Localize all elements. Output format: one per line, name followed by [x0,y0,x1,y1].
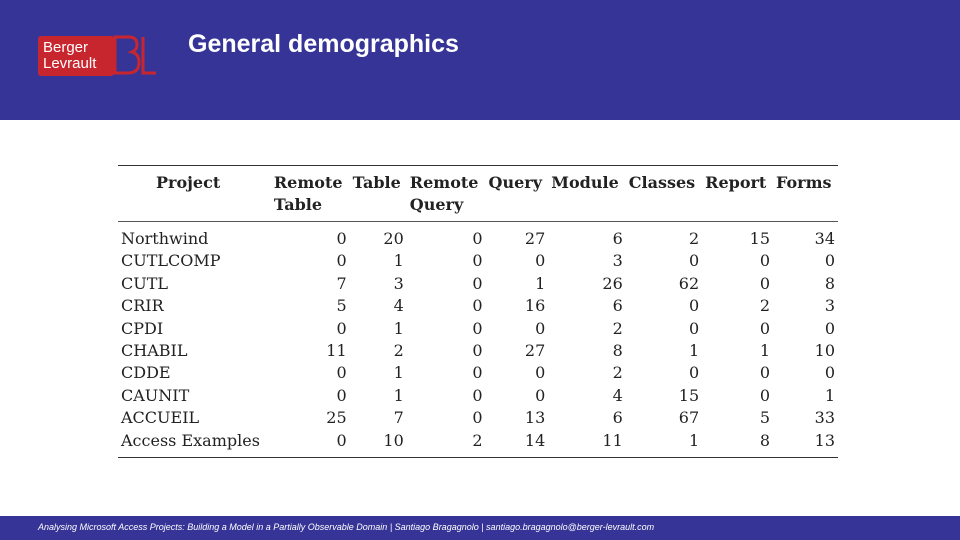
count-cell: 0 [759,251,770,271]
count-cell: 0 [336,251,347,271]
project-name-cell: ACCUEIL [121,408,200,428]
count-cell: 0 [688,296,700,316]
count-cell: 0 [535,363,546,383]
count-cell: 1 [824,385,835,405]
footer-citation: Analysing Microsoft Access Projects: Building a Model in a Partially Observable Domain | Santiago Bragagnolo | santiago.bragagnolo@berger-levrault.com [38,522,655,532]
column-header [118,166,271,222]
column-header [548,166,626,222]
count-cell: 8 [824,273,835,293]
count-cell: 2 [612,363,623,383]
column-header-label: Query [409,195,464,214]
column-header-label: Table [352,173,401,192]
count-cell: 0 [824,318,835,338]
table-row [118,222,838,251]
count-cell: 33 [814,408,835,428]
project-name-cell: CUTLCOMP [121,251,221,271]
count-cell: 10 [383,430,404,450]
count-cell: 3 [393,273,404,293]
table-header [118,166,838,222]
project-name-cell: CHABIL [121,341,188,361]
count-cell: 1 [535,273,546,293]
count-cell: 15 [749,229,770,248]
count-cell: 1 [759,341,770,361]
count-cell: 20 [383,229,404,248]
count-cell: 0 [472,363,483,383]
count-cell: 1 [688,341,700,361]
table-row [118,340,838,362]
count-cell: 0 [535,318,546,338]
column-header [773,166,838,222]
count-cell: 0 [336,430,347,450]
count-cell: 0 [336,363,347,383]
count-cell: 4 [612,385,623,405]
count-cell: 26 [602,273,623,293]
count-cell: 0 [472,251,483,271]
count-cell: 11 [326,341,347,361]
logo-line-1: Berger [43,39,89,56]
count-cell: 0 [688,318,700,338]
column-header-label: Project [156,173,221,192]
count-cell: 2 [688,229,700,248]
count-cell: 67 [678,408,700,428]
count-cell: 27 [524,229,546,248]
count-cell: 0 [336,229,347,248]
count-cell: 11 [602,430,623,450]
count-cell: 13 [814,430,835,450]
count-cell: 0 [759,363,770,383]
column-header [702,166,773,222]
column-header-label: Module [551,173,619,192]
column-header-label: Remote [409,173,479,192]
count-cell: 0 [472,385,483,405]
count-cell: 0 [688,363,700,383]
table-row [118,407,838,429]
project-name-cell: CDDE [121,363,171,383]
count-cell: 1 [393,385,404,405]
count-cell: 27 [524,341,546,361]
count-cell: 2 [759,296,770,316]
project-name-cell: CPDI [121,318,164,338]
count-cell: 14 [524,430,546,450]
logo-line-2: Levrault [43,55,97,72]
count-cell: 0 [688,251,700,271]
column-header [271,166,350,222]
count-cell: 0 [535,251,546,271]
count-cell: 3 [824,296,835,316]
count-cell: 6 [612,408,623,428]
demographics-table [118,165,838,458]
table-header-row [118,166,838,222]
table-row [118,250,838,272]
count-cell: 0 [472,318,483,338]
column-header-label: Classes [628,173,696,192]
table-body [118,222,838,458]
count-cell: 0 [336,385,347,405]
logo-bl-mark-icon [112,34,158,76]
column-header [407,166,486,222]
project-name-cell: CRIR [121,296,164,316]
column-header-label: Table [273,195,323,214]
count-cell: 0 [472,296,483,316]
count-cell: 0 [759,385,770,405]
count-cell: 2 [612,318,623,338]
count-cell: 3 [612,251,623,271]
count-cell: 2 [393,341,404,361]
table-row [118,362,838,384]
count-cell: 5 [759,408,770,428]
count-cell: 1 [393,363,404,383]
column-header-label: Remote [273,173,343,192]
column-header [350,166,407,222]
count-cell: 5 [336,296,347,316]
count-cell: 62 [678,273,700,293]
count-cell: 0 [472,341,483,361]
count-cell: 0 [759,273,770,293]
count-cell: 34 [814,229,835,248]
count-cell: 1 [688,430,700,450]
count-cell: 7 [336,273,347,293]
count-cell: 7 [393,408,404,428]
header-bar [0,0,960,120]
column-header-label: Forms [776,173,832,192]
berger-levrault-logo [38,36,158,76]
count-cell: 15 [678,385,700,405]
column-header-label: Query [488,173,543,192]
count-cell: 0 [759,318,770,338]
count-cell: 0 [336,318,347,338]
count-cell: 4 [393,296,404,316]
count-cell: 8 [759,430,770,450]
table-row [118,385,838,407]
project-name-cell: Northwind [121,229,209,248]
count-cell: 6 [612,296,623,316]
table-row [118,430,838,458]
column-header [486,166,549,222]
count-cell: 16 [524,296,546,316]
count-cell: 2 [472,430,483,450]
count-cell: 6 [612,229,623,248]
count-cell: 1 [393,318,404,338]
count-cell: 25 [326,408,347,428]
slide-title: General demographics [188,30,459,58]
table-row [118,318,838,340]
table-row [118,295,838,317]
project-name-cell: CUTL [121,273,169,293]
table-row [118,273,838,295]
column-header-label: Report [705,173,767,192]
count-cell: 0 [535,385,546,405]
logo-wordmark [38,36,114,76]
footer-bar [0,516,960,540]
count-cell: 10 [814,341,835,361]
count-cell: 0 [472,273,483,293]
count-cell: 0 [824,251,835,271]
count-cell: 0 [472,408,483,428]
demographics-table-container [118,165,838,458]
count-cell: 0 [472,229,483,248]
count-cell: 13 [524,408,546,428]
column-header [626,166,702,222]
count-cell: 1 [393,251,404,271]
project-name-cell: Access Examples [121,430,260,450]
project-name-cell: CAUNIT [121,385,190,405]
count-cell: 0 [824,363,835,383]
count-cell: 8 [612,341,623,361]
